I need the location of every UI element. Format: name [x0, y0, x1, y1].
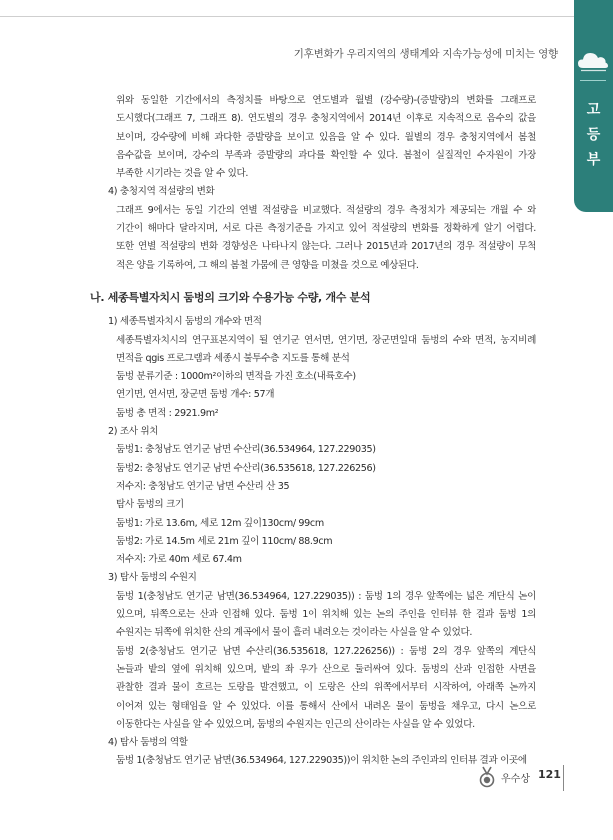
top-rule	[0, 16, 574, 17]
text-line: 탐사 둠벙의 크기	[116, 499, 184, 511]
item-heading: 4) 충청지역 적설량의 변화	[108, 186, 215, 198]
page-number: 121	[538, 768, 561, 781]
item-heading: 3) 탐사 둠벙의 수원지	[108, 572, 197, 584]
text-line: 있으며, 뒤쪽으로는 산과 인접해 있다. 둠벙 1이 위치해 있는 논의 주인을 인터뷰 한 결과 둠벙 1의	[116, 609, 536, 621]
text-line: 둠벙 1(충청남도 연기군 남면(36.534964, 127.229035))이 위치한 논의 주인과의 인터뷰 결과 이곳에	[116, 755, 527, 767]
paragraph-snowfall	[90, 202, 536, 275]
running-title: 기후변화가 우리지역의 생태계와 지속가능성에 미치는 영향	[293, 48, 558, 60]
text-line: 둠벙1: 충청남도 연기군 남면 수산리(36.534964, 127.229035)	[116, 444, 376, 456]
text-line: 이동한다는 사실을 알 수 있었으며, 둠벙의 수원지는 인근의 산이라는 사실을 알 수 있었다.	[116, 718, 475, 730]
text-line: 그래프 9에서는 동일 기간의 연별 적설량을 비교했다. 적설량의 경우 측정치가 제공되는 개월 수 와	[116, 204, 536, 216]
side-tab-char: 부	[586, 152, 601, 168]
text-line: 면적을 qgis 프로그램과 세종시 불투수층 지도를 통해 분석	[116, 352, 350, 364]
footer-divider	[563, 765, 564, 791]
text-line: 수원지는 뒤쪽에 위치한 산의 계곡에서 물이 흘러 내려오는 것이라는 사실을 알 수 있었다.	[116, 627, 473, 639]
paragraph-source-1	[90, 588, 536, 643]
text-line: 적은 양을 기록하여, 그 해의 봄철 가뭄에 큰 영향을 미쳤을 것으로 예상된다.	[116, 259, 419, 271]
paragraph-count-area	[90, 332, 536, 423]
text-line: 둠벙 총 면적 : 2921.9m²	[116, 407, 219, 419]
text-line: 세종특별자치시의 연구표본지역이 될 연기군 연서면, 연기면, 장군면일대 둠벙의 수와 면적, 농지비례	[116, 334, 536, 346]
text-line: 저수지: 충청남도 연기군 남면 수산리 산 35	[116, 480, 290, 492]
text-line: 둠벙 분류기준 : 1000m²이하의 면적을 가진 호소(내륙호수)	[116, 371, 356, 383]
item-heading: 2) 조사 위치	[108, 426, 159, 438]
side-tab-char: 고	[586, 102, 601, 118]
paragraph-role	[90, 752, 536, 770]
paragraph-graph-analysis	[90, 92, 536, 183]
text-line: 도시했다(그래프 7, 그래프 8). 연도별의 경우 충청지역에서 2014년 이후로 지속적으로 음수의 값을	[116, 113, 536, 125]
tab-divider	[580, 80, 606, 81]
text-line: 기간이 해마다 달라지며, 서로 다른 측정기준을 가지고 있어 적설량의 변화를 정확하게 알기 어렵다.	[116, 223, 536, 235]
text-line: 둠벙 1(충청남도 연기군 남면(36.534964, 127.229035)) : 둠벙 1의 경우 앞쪽에는 넓은 계단식 논이	[116, 590, 536, 602]
side-tab-label	[574, 98, 613, 173]
text-line: 관찰한 결과 물이 흐르는 도랑을 발견했고, 이 도랑은 산의 위쪽에서부터 시작하여, 아래쪽 논까지	[116, 682, 536, 694]
side-tab-char: 등	[586, 127, 601, 143]
text-line: 연기면, 연서면, 장군면 둠벙 개수: 57개	[116, 389, 275, 401]
section-heading: 나. 세종특별자치시 둠벙의 크기와 수용가능 수량, 개수 분석	[90, 290, 371, 304]
text-line: 음수값을 보이며, 강수의 부족과 증발량의 과다를 확인할 수 있다. 봄철이 실질적인 수자원이 가장	[116, 149, 536, 161]
item-heading: 4) 탐사 둠벙의 역할	[108, 737, 188, 749]
medal-icon	[478, 766, 496, 788]
award-label: 우수상	[501, 774, 530, 785]
text-line: 이어져 있는 형태임을 알 수 있었다. 이를 통해서 산에서 내려온 물이 둠벙을 채우고, 다시 논으로	[116, 700, 536, 712]
text-line: 위와 동일한 기간에서의 측정치를 바탕으로 연도별과 월별 (강수량)-(증발량)의 변화를 그래프로	[116, 95, 536, 106]
body-content	[90, 92, 536, 771]
text-line: 둠벙 2(충청남도 연기군 남면 수산리(36.535618, 127.226256)) : 둠벙 2의 경우 앞쪽의 계단식	[116, 645, 536, 657]
text-line: 논들과 밭의 옆에 위치해 있으며, 밭의 좌 우가 산으로 둘러싸여 있다. 둠벙의 산과 인접한 사면을	[116, 663, 536, 675]
text-line: 둠벙2: 가로 14.5m 세로 21m 깊이 110cm/ 88.9cm	[116, 535, 333, 547]
text-line: 보이며, 강수량에 비해 과다한 증발량을 보이고 있음을 알 수 있다. 월별의 경우 충청지역에서 봄철	[116, 131, 536, 143]
text-line: 또한 연별 적설량의 변화 경향성은 나타나지 않는다. 그러나 2015년과 2017년의 경우 적설량이 무척	[116, 241, 536, 253]
paragraph-source-2	[90, 643, 536, 734]
text-line: 부족한 시기라는 것을 알 수 있다.	[116, 168, 249, 180]
paragraph-locations	[90, 441, 536, 569]
text-line: 저수지: 가로 40m 세로 67.4m	[116, 554, 242, 566]
text-line: 둠벙1: 가로 13.6m, 세로 12m 깊이130cm/ 99cm	[116, 517, 324, 529]
text-line: 둠벙2: 충청남도 연기군 남면 수산리(36.535618, 127.226256)	[116, 462, 376, 474]
item-heading: 1) 세종특별자치시 둠벙의 개수와 면적	[108, 316, 262, 328]
cloud-icon	[577, 50, 609, 72]
